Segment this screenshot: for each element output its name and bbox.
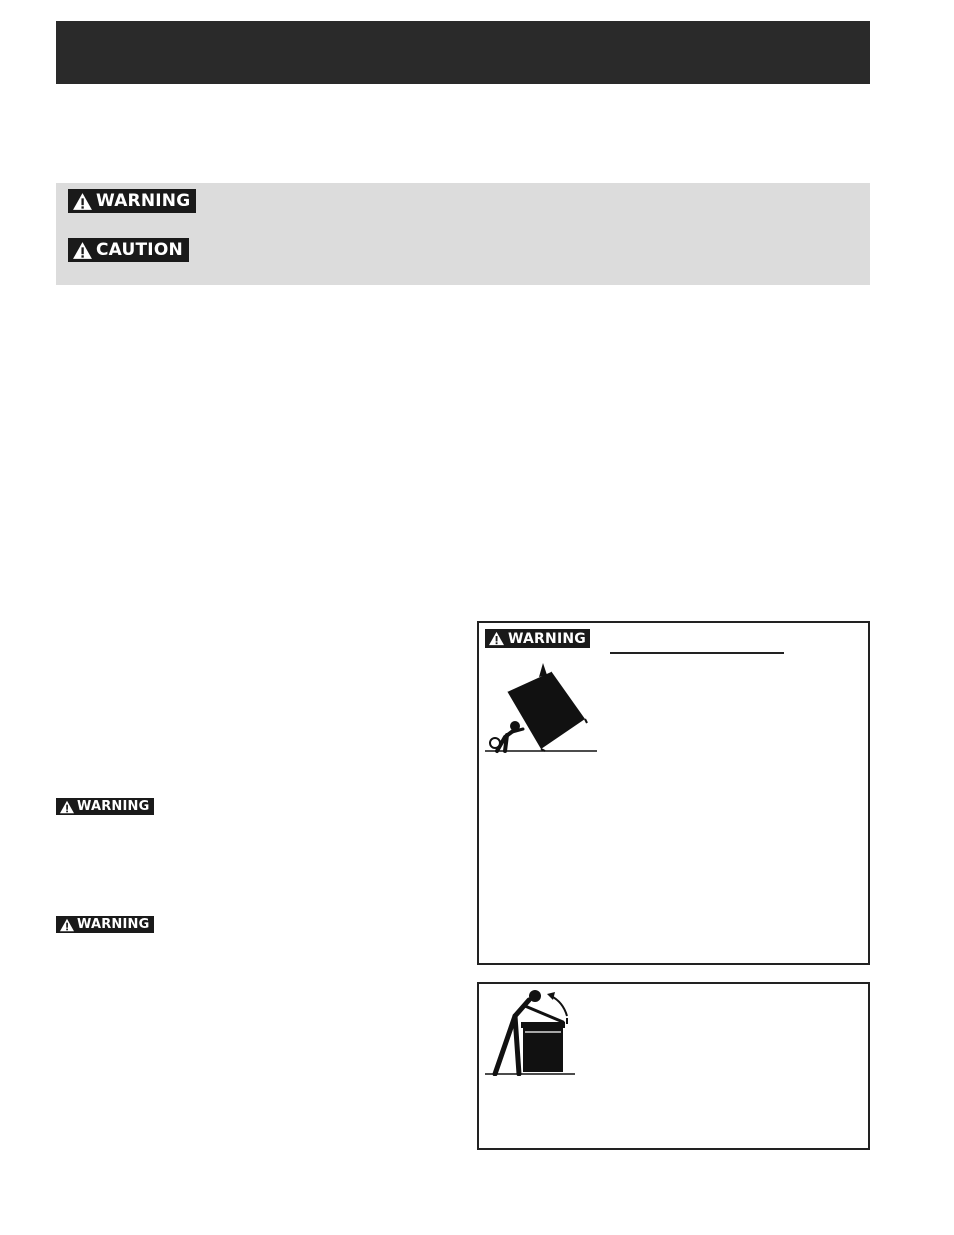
safety-signal-panel [56,183,870,285]
section-header-bar [56,21,870,84]
warning-badge [68,189,196,213]
warning-label: WARNING [96,190,191,211]
caution-badge [68,238,189,262]
exclamation-triangle-icon [72,241,93,260]
warning-badge-left-1 [56,798,154,815]
exclamation-triangle-icon [59,918,75,932]
child-tipping-range-icon [485,655,599,755]
warning-label: WARNING [77,917,150,932]
exclamation-triangle-icon [59,800,75,814]
warning-label: WARNING [77,799,150,814]
exclamation-triangle-icon [488,631,505,646]
heading-underline [610,652,784,654]
exclamation-triangle-icon [72,192,93,211]
person-tilting-range-icon [485,988,577,1076]
caution-label: CAUTION [96,239,183,260]
warning-badge [485,629,590,648]
warning-badge-left-2 [56,916,154,933]
anti-tip-warning-box [477,621,870,965]
anti-tip-check-box [477,982,870,1150]
warning-label: WARNING [508,630,586,647]
